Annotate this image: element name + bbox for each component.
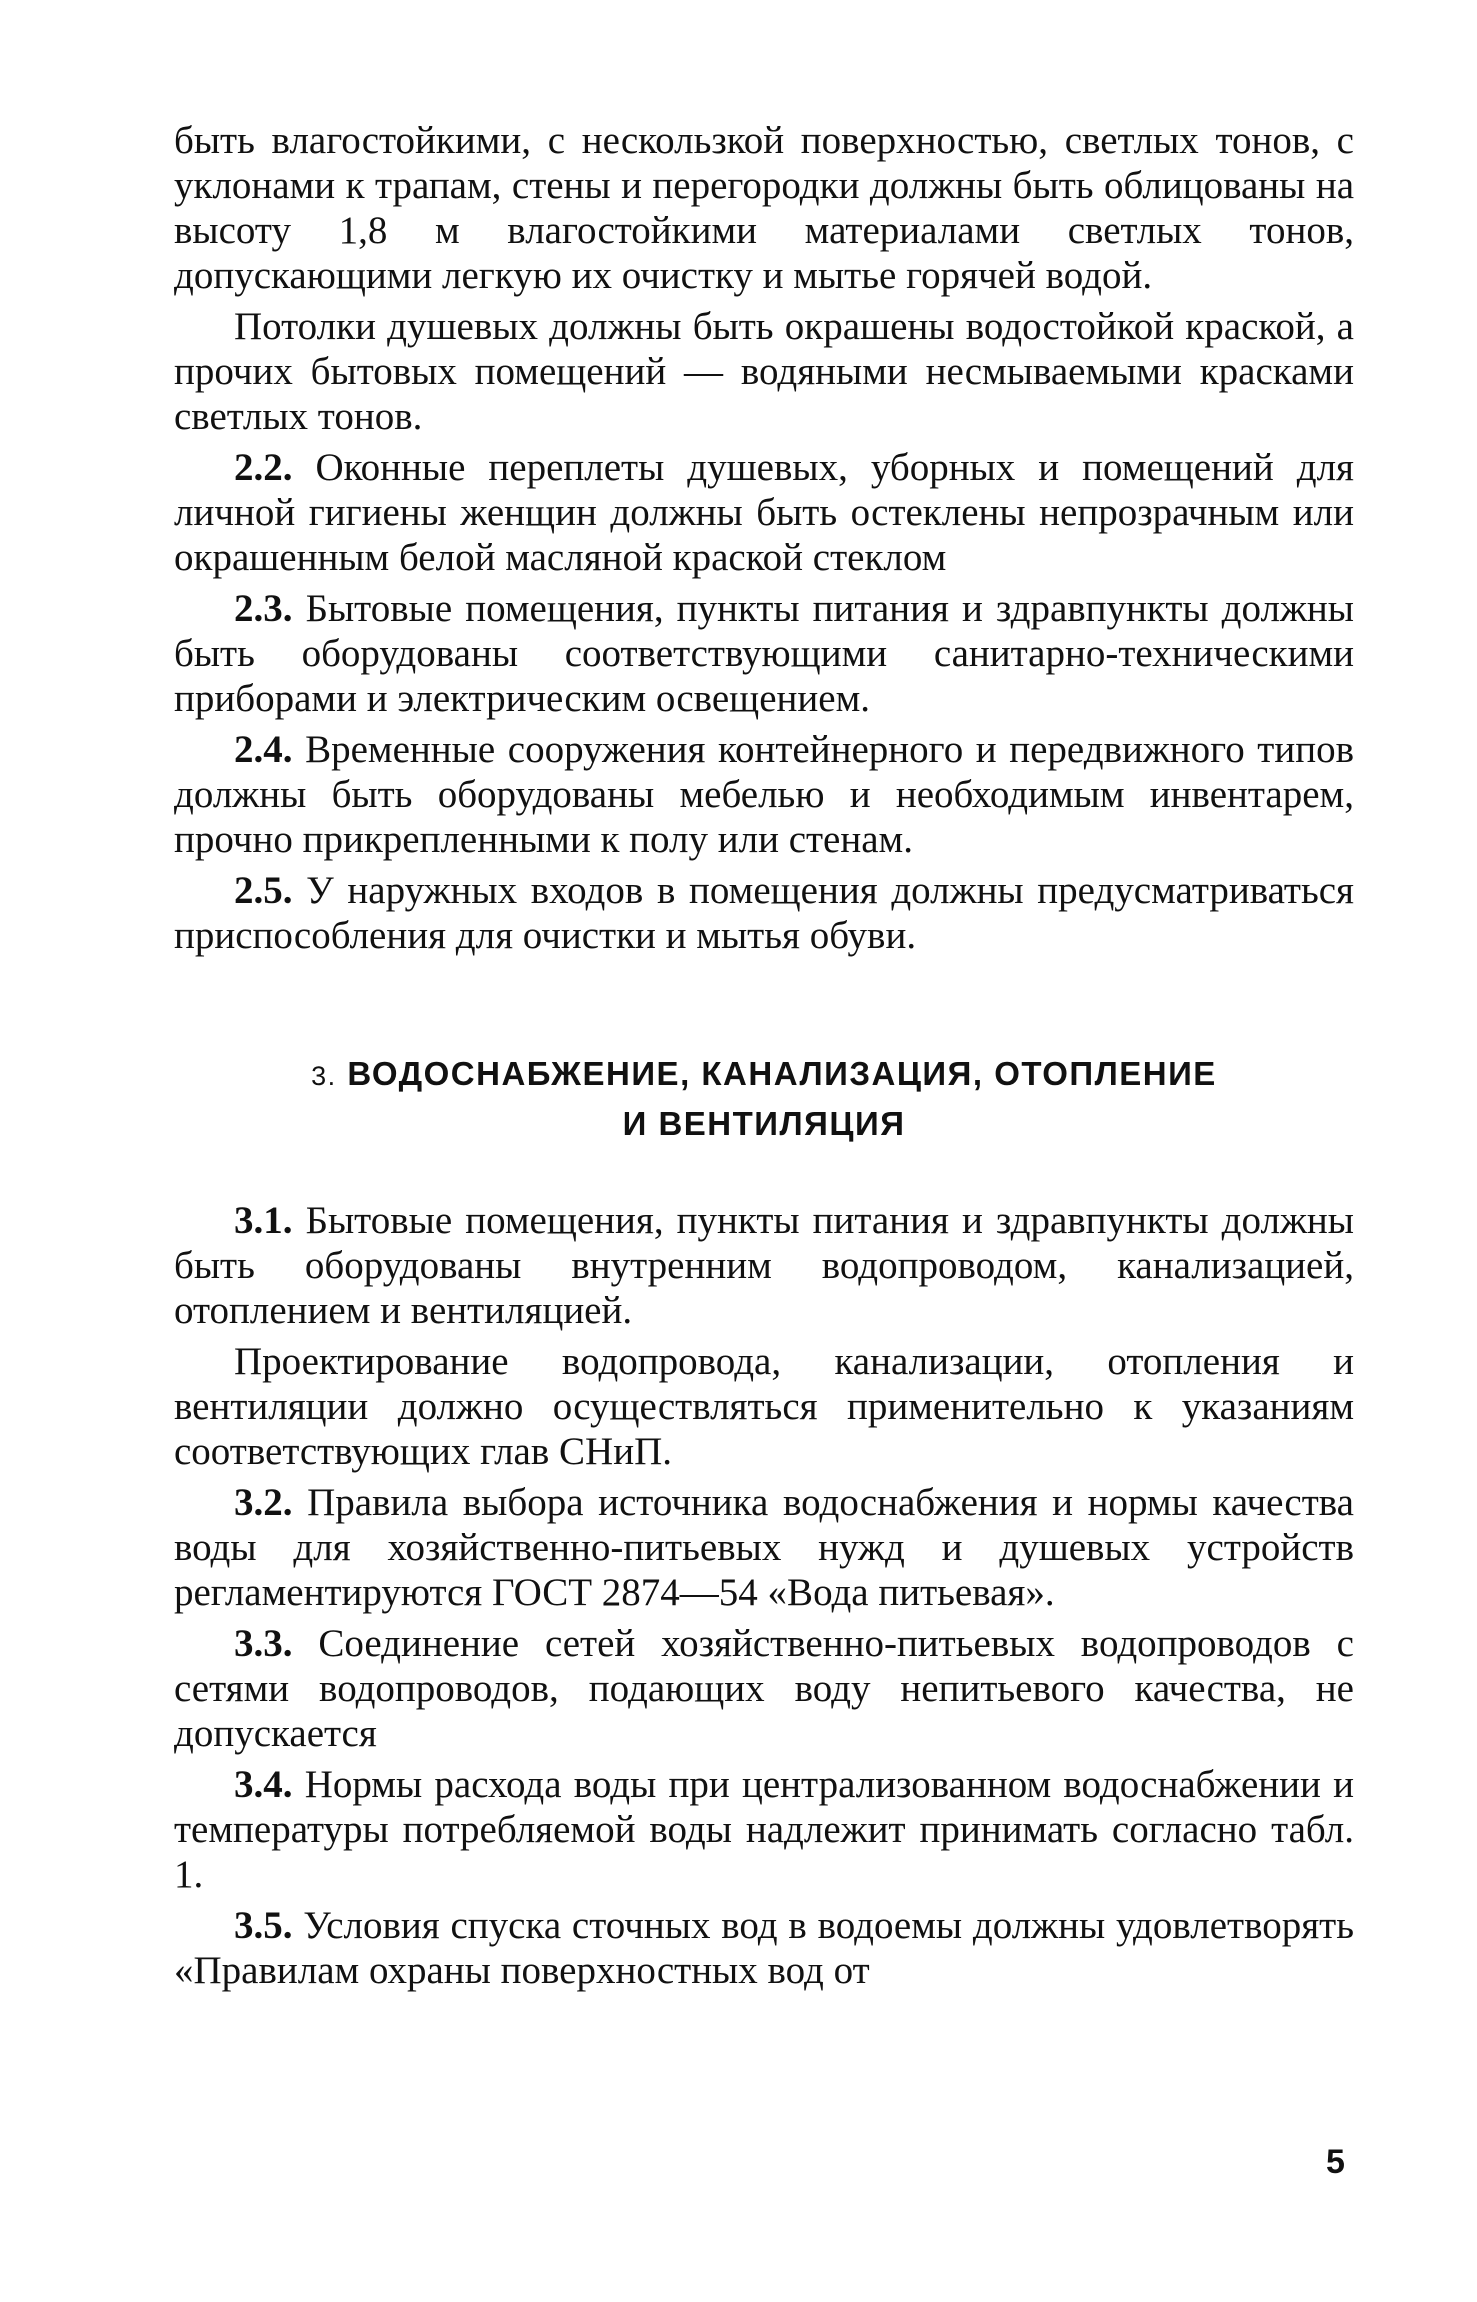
document-page <box>174 118 1354 1993</box>
paragraph-text: Бытовые помещения, пункты питания и здравпункты должны быть оборудованы внутренним водопроводом, канализацией, отоплением и вентиляцией. <box>174 1199 1354 1332</box>
paragraph-number: 2.5. <box>234 869 293 912</box>
paragraph-number: 2.3. <box>234 587 293 630</box>
section-heading-line-1 <box>174 1050 1354 1100</box>
paragraph-3-1 <box>174 1198 1354 1333</box>
paragraph-continuation <box>174 118 1354 298</box>
paragraph-text: Бытовые помещения, пункты питания и здравпункты должны быть оборудованы соответствующими санитарно-техническими приборами и электрическим освещением. <box>174 587 1354 720</box>
paragraph-text: Временные сооружения контейнерного и передвижного типов должны быть оборудованы мебелью и необходимым инвентарем, прочно прикрепленными к полу или стенам. <box>174 728 1354 861</box>
paragraph-2-4 <box>174 727 1354 862</box>
section-heading <box>174 1050 1354 1148</box>
paragraph-text: У наружных входов в помещения должны предусматриваться приспособления для очистки и мытья обуви. <box>174 869 1354 957</box>
paragraph-3-4 <box>174 1762 1354 1897</box>
section-title-part-1: ВОДОСНАБЖЕНИЕ, КАНАЛИЗАЦИЯ, ОТОПЛЕНИЕ <box>347 1055 1217 1092</box>
paragraph-text: Оконные переплеты душевых, уборных и помещений для личной гигиены женщин должны быть остеклены непрозрачным или окрашенным белой масляной краской стеклом <box>174 446 1354 579</box>
paragraph-3-3 <box>174 1621 1354 1756</box>
paragraph-number: 3.3. <box>234 1622 293 1665</box>
paragraph-number: 3.2. <box>234 1481 293 1524</box>
paragraph-number: 3.1. <box>234 1199 293 1242</box>
paragraph-number: 2.2. <box>234 446 293 489</box>
paragraph-design <box>174 1339 1354 1474</box>
paragraph-text: быть влагостойкими, с нескользкой поверхностью, светлых тонов, с уклонами к трапам, стены и перегородки должны быть облицованы на высоту 1,8 м влагостойкими материалами светлых тонов, допускающими легкую их очистку и мытье горячей водой. <box>174 119 1354 297</box>
paragraph-text: Условия спуска сточных вод в водоемы должны удовлетворять «Правилам охраны поверхностных вод от <box>174 1904 1354 1992</box>
paragraph-number: 3.5. <box>234 1904 293 1947</box>
paragraph-text: Нормы расхода воды при централизованном водоснабжении и температуры потребляемой воды надлежит принимать согласно табл. 1. <box>174 1763 1354 1896</box>
paragraph-ceilings <box>174 304 1354 439</box>
text-block-bottom <box>174 1198 1354 1993</box>
paragraph-text: Соединение сетей хозяйственно-питьевых водопроводов с сетями водопроводов, подающих воду непитьевого качества, не допускается <box>174 1622 1354 1755</box>
paragraph-3-5 <box>174 1903 1354 1993</box>
paragraph-2-5 <box>174 868 1354 958</box>
paragraph-text: Потолки душевых должны быть окрашены водостойкой краской, а прочих бытовых помещений — водяными несмываемыми красками светлых тонов. <box>174 305 1354 438</box>
paragraph-2-2 <box>174 445 1354 580</box>
paragraph-2-3 <box>174 586 1354 721</box>
paragraph-text: Правила выбора источника водоснабжения и нормы качества воды для хозяйственно-питьевых нужд и душевых устройств регламентируются ГОСТ 2874—54 «Вода питьевая». <box>174 1481 1354 1614</box>
page-number: 5 <box>1326 2143 1345 2181</box>
paragraph-number: 3.4. <box>234 1763 293 1806</box>
text-block-top <box>174 118 1354 958</box>
section-number: 3. <box>311 1061 337 1091</box>
paragraph-text: Проектирование водопровода, канализации, отопления и вентиляции должно осуществляться применительно к указаниям соответствующих глав СНиП. <box>174 1340 1354 1473</box>
paragraph-3-2 <box>174 1480 1354 1615</box>
section-title-part-2: И ВЕНТИЛЯЦИЯ <box>622 1105 906 1142</box>
paragraph-number: 2.4. <box>234 728 293 771</box>
